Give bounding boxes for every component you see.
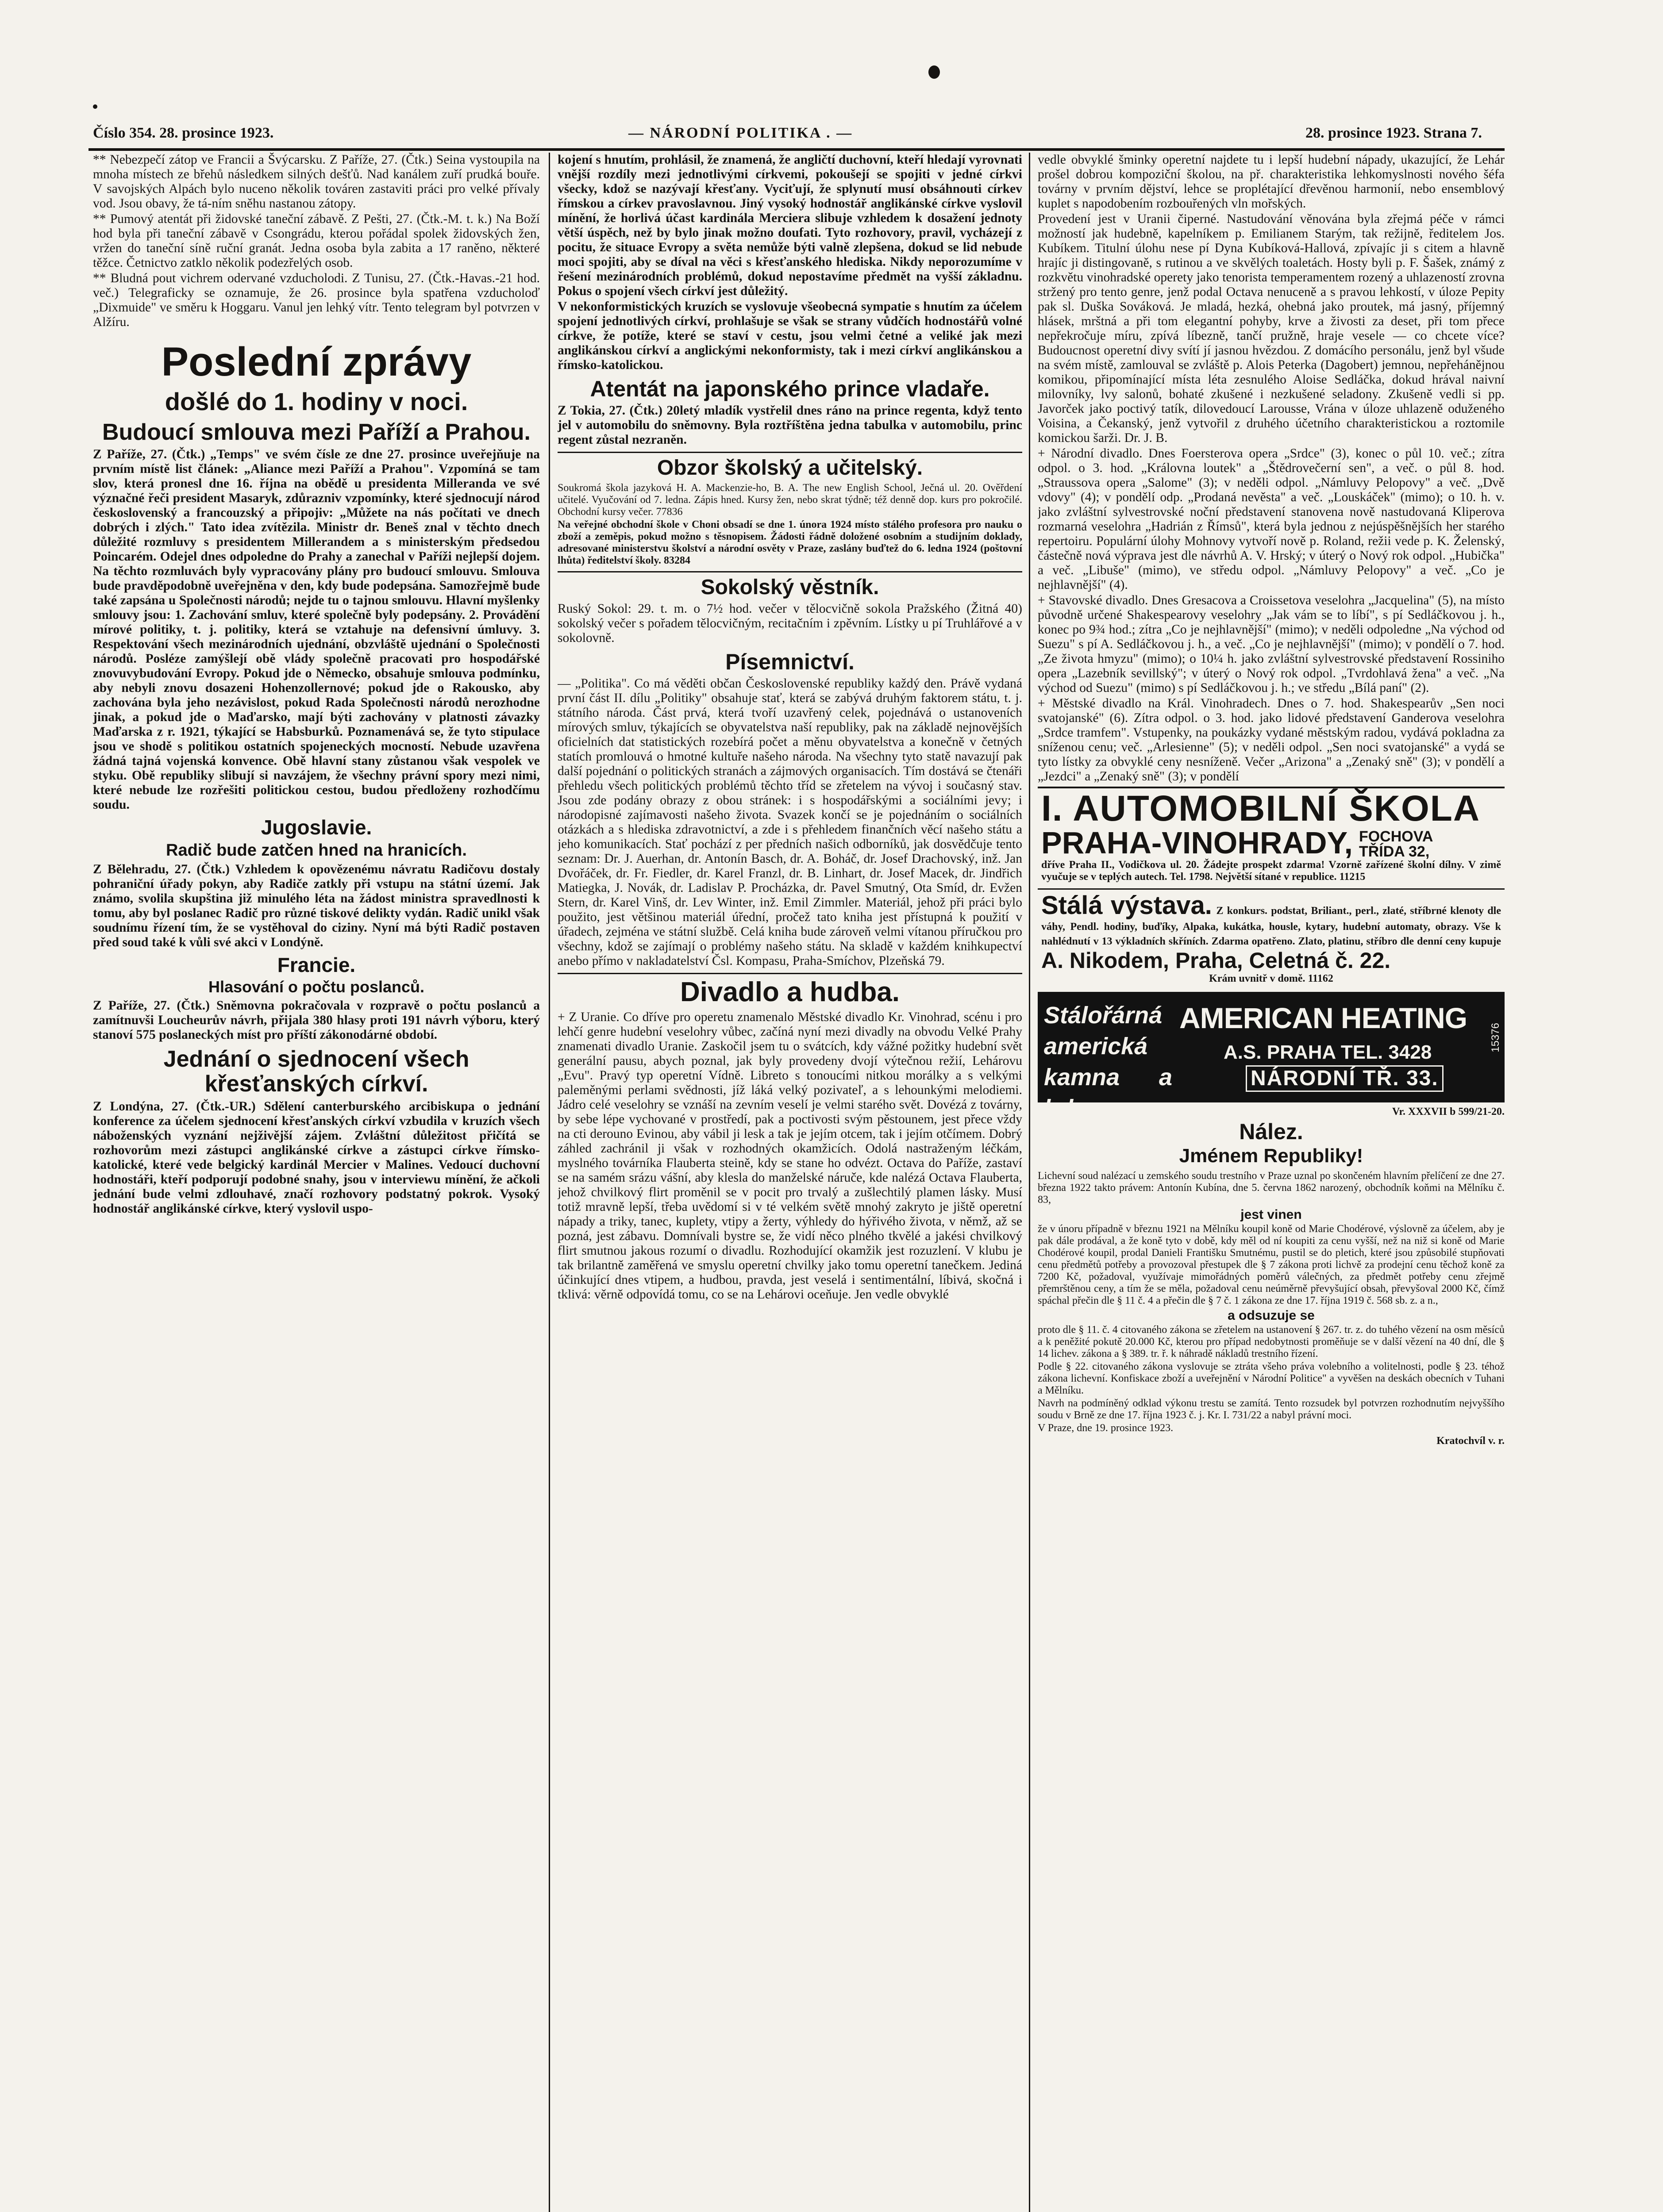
header-rule (89, 148, 1505, 151)
ad-automobile-title: I. AUTOMOBILNÍ ŠKOLA (1041, 788, 1481, 829)
column-divider (1029, 153, 1030, 2212)
article-politika-book: — „Politika". Co má věděti občan Československé republiky každý den. Právě vydaná první část II. dílu „Politiky" obsahuje stať, která se zabývá druhým faktorem státu, t. j. státního národa. Část prvá, která tvoří uzavřený celek, pojednává o ustanoveních mírových smluv, týkajících se obyvatelstva naší republiky, pak na základě nejnovějších oficielních dat statistických rozebírá počet a měnu obyvatelstva a konečně v četných statích promlouvá o hmotné kultuře našeho národa. Na všechny tyto statě navazují pak další pojednání o politických stranách a zájmových organisacích. Tím dostává se čtenáři přehledu všech politických problémů těchto tříd se zřetelem na vývoj i současný stav. Jsou zde podány obrazy z obou stránek: i s hospodářskými a sociálními jevy; i národopisné zajímavosti našeho života. Svazek končí se je pojednáním o sociálních otázkách a s hlediska zdravotnictví, a zde i s přehledem finančních věcí našeho státu a jeho komunikacích. Stať pochází z per předních našich odborníků, jak dosvědčuje tento seznam: Dr. J. Auerhan, dr. Antonín Basch, dr. A. Boháč, dr. Josef Drachovský, inž. Jan Dvořáček, dr. Fr. Fiedler, dr. Karel Franzl, dr. B. Linhart, dr. Josef Macek, dr. Jindřich Matiegka, J. Novák, dr. Ladislav P. Procházka, dr. Pavel Smutný, Ota Smíd, dr. Evžen Stern, dr. Karel Vinš, dr. Lev Winter, inž. Emil Zimmler. Materiál, jehož při práci bylo použito, jest většinou materiál úřední, pročež tato kniha jest přístupná k použití v úřadech, zejména ve státní službě. Celá kniha bude zároveň velmi vítanou příručkou pro všechny, kdož se zajímají o problémy našeho státu. Na skladě v každém knihkupectví anebo přímo v nakladatelství Čsl. Kompasu, Praha-Smíchov, Plzeňská 79. (558, 676, 1022, 968)
ad-heating-brand: AMERICAN HEATING (1179, 1002, 1467, 1034)
ad-english-school: Soukromá škola jazyková H. A. Mackenzie-ho, B. A. The new English School, Ječná ul. 20. Ověřdení učitelé. Vyučování od 7. ledna. Zápis hned. Kursy žen, nebo skrat týdně; též denně dop. kurs pro pokročilé. Obchodní kursy večer. 77836 (558, 482, 1022, 518)
verdict-reference: Vr. XXXVII b 599/21-20. (1392, 1106, 1505, 1118)
section-subtitle-latest-news: došlé do 1. hodiny v noci. (165, 388, 468, 416)
section-title-latest-news: Poslední zprávy (161, 339, 472, 384)
ad-nikodem-footer: Krám uvnitř v domě. 11162 (1209, 973, 1333, 984)
headline-paris-prague: Budoucí smlouva mezi Paříží a Prahou. (102, 419, 531, 445)
article-churches-cont: kojení s hnutím, prohlásil, že znamená, že angličtí duchovní, kteří hledají vyrovnati vnější rozdíly mezi jednotlivými církvemi, pokoušejí se spojiti v jedné církvi všecky, kdož se nazývají křesťany. Vyciťují, že splynutí musí obsáhnouti církev římskou a církev pravoslavnou. Jiný vysoký hodnostář anglikánské církve vyslovil mínění, že horlivá účast kardinála Merciera slibuje vzhledem k dosažení jednoty větší úspěch, než by bylo jinak možno doufati. Tyto rozhovory, pravil, vycházejí z pocitu, že situace Evropy a světa nemůže býti valně zlepšena, dokud se lid nebude moci spojiti, aby se díval na věci s křesťanského hlediska. Nikdy neporozumíme v řešení mezinárodních problémů, dokud nepostavíme předmět na vyšší základnu. Pokus o spojení všech církví jest důležitý. (558, 153, 1022, 298)
ad-automobile-city: PRAHA-VINOHRADY, (1041, 826, 1353, 860)
subheadline-radic: Radič bude zatčen hned na hranicích. (166, 841, 467, 860)
program-national-theatre: + Národní divadlo. Dnes Foersterova opera „Srdce" (3), konec o půl 10. več.; zítra odpol. o 3. hod. „Královna loutek" a „Štědrovečerní sen", a več. o půl 8. hod. „Straussova opera „Salome" (3); v neděli odpol. „Námluvy Pelopovy" a več. „Dvě vdovy" (4); v pondělí odp. „Prodaná nevěsta" a več. „Louskáček" (mimo); o 10. h. v. jako zvláštní sylvestrovské noční představení stanovena nově nastudovaná Kliperova rozmarná veselohra „Hadrián z Římsů", která byla jednou z nejúspěšnějších her starého repertoiru. Populární úlohy Mohnovy vytvoří nově p. Roland, režii vede p. K. Želenský, částečně nová výprava jest dle návrhů A. V. Hrský; v úterý o Nový rok odpol. „Hubička" a več. „Libuše" (mimo), ve středu odpol. „Námluvy Pelopovy" a več. „Co je nejhlavnější" (4). (1038, 446, 1505, 592)
verdict-sentence: proto dle § 11. č. 4 citovaného zákona se zřetelem na ustanovení § 267. tr. z. do tuhého vězení na osm měsíců a k peněžité pokutě 20.000 Kč, kterou pro případ nedobytnosti proměňuje se v další vězení na 40 dní, dle § 14 lichev. zákona a § 389. tr. ř. k náhradě nákladů trestního řízení. (1038, 1324, 1505, 1359)
verdict-date: V Praze, dne 19. prosince 1923. (1038, 1422, 1174, 1434)
article-churches: Z Londýna, 27. (Čtk.-UR.) Sdělení canterburského arcibiskupa o jednání konference za účelem sjednocení křesťanských církví vzbudila v kruzích všech náboženských vyznání nejživější zájem. Zvláštní důležitost přičítá se rozhovorům mezi zástupci anglikánské církve a zástupci církve římsko-katolické, které vede belgický kardinál Mercier v Malines. Vedoucí duchovní hodnostáři, kteří podporují podobné snahy, jsou v interviewu mínění, že ačkoli jednání bude velmi zdlouhavé, značí rozhovory podstatný pokrok. Vysoký hodnostář anglikánské církve, který vyslovil uspo- (93, 1099, 540, 1216)
verdict-intro: Lichevní soud nalézací u zemského soudu trestního v Praze uznal po skončeném hlavním přelíčení ze dne 27. března 1922 takto právem: Antonín Kubína, dne 5. června 1862 narozený, obchodník koňmi na Mělníku č. 83, (1038, 1170, 1505, 1206)
verdict-guilty: jest vinen (1240, 1207, 1302, 1222)
column-divider (549, 153, 550, 2212)
header-left: Číslo 354. 28. prosince 1923. (93, 125, 274, 141)
ink-dot (928, 65, 940, 79)
article-urania-cont: vedle obvyklé šminky operetní najdete tu i lepší hudební nápady, ukazující, že Lehár prošel dobrou kompoziční školou, na př. charakteristika lehkomyslnosti nového šéfa továrny v prvním dějství, lehce se proplétající dřevěnou harmonií, nebo ensemblový kuplet s napodobením rozbouřených vln mořských. (1038, 153, 1505, 211)
subheadline-deputies: Hlasování o počtu poslanců. (208, 978, 425, 996)
ad-automobile-text: dříve Praha II., Vodičkova ul. 20. Žádejte prospekt zdarma! Vzorně zařízené školní dílny. V zimě vyučuje se v teplých autech. Tel. 1798. Největší sítané v republice. 11215 (1041, 859, 1501, 883)
ad-heating-street: NÁRODNÍ TŘ. 33. (1246, 1065, 1444, 1092)
header-right: 28. prosince 1923. Strana 7. (1305, 125, 1482, 141)
ad-heating-slogan: Stálořárná americká kamna a krby. (1044, 1002, 1172, 1121)
ad-nikodem-text: Z konkurs. podstat, Briliant., perl., zlaté, stříbrné klenoty dle váhy, Pendl. hodiny, buďíky, Alpaka, kukátka, housle, kytary, hudební automaty, obrazy. Vše k nahlédnutí v 13 výkladních skříních. Zdarma opatřeno. Zlato, platinu, stříbro dle denní ceny kupuje (1041, 905, 1501, 947)
verdict-appeal: Navrh na podmíněný odklad výkonu trestu se zamítá. Tento rozsudek byl potvrzen rozhodnutím nejvyššího soudu v Brně ze dne 17. října 1923 č. j. Kr. I. 731/22 a nabyl právní moci. (1038, 1397, 1505, 1421)
verdict-signature: Kratochvíl v. r. (1436, 1435, 1505, 1447)
news-item-floods: ** Nebezpečí zátop ve Francii a Švýcarsku. Z Paříže, 27. (Čtk.) Seina vystoupila na mnoha místech ze břehů následkem silných dešťů. Nad kanálem zuří prudká bouře. V savojských Alpách bylo nuceno několik továren zastaviti práci pro velké přívaly vod. Jsou obavy, že tá-ním sněhu nastanou zátopy. (93, 153, 540, 211)
ad-heating-address: A.S. PRAHA TEL. 3428 (1224, 1041, 1432, 1063)
ad-nikodem-name: A. Nikodem, Praha, Celetná č. 22. (1041, 948, 1391, 973)
ad-automobile-street: FOCHOVA TŘÍDA 32, (1359, 828, 1433, 860)
article-japan: Z Tokia, 27. (Čtk.) 20letý mladík vystřelil dnes ráno na prince regenta, když tento jel v automobilu do sněmovny. Byla roztříštěna jedna tabulka v automobilu, princ regent zůstal nezraněn. (558, 403, 1022, 447)
program-estates-theatre: + Stavovské divadlo. Dnes Gresacova a Croissetova veselohra „Jacquelina" (5), na místo původně určené Shakespearovy veselohry „Jak vám se to líbí", s pí Sedláčkovou j. h., konec po 9¾ hod.; zítra „Co je nejhlavnější" (mimo); v neděli odpoledne „Na východ od Suezu" s pí A. Sedláčkovou j. h., a več. „Co je nejhlavnější" (mimo); v pondělí o 7. hod. „Ze života hmyzu" (mimo); o 10¼ h. jako zvláštní sylvestrovské představení Rossiniho opera „Lazebník sevillský"; v úterý o Nový rok odpol. „Tvrdohlavá žena" a več. „Na východ od Suezu" (mimo) s pí Sedláčkovou j. h.; ve středu „Bílá paní" (2). (1038, 593, 1505, 695)
headline-churches: Jednání o sjednocení všech křesťanských církví. (163, 1046, 470, 1097)
column-3 (1038, 153, 1505, 2212)
notice-business-school: Na veřejné obchodní škole v Choni obsadí se dne 1. února 1924 místo stálého profesora pro nauku o zboží a zeměpis, pokud možno s těsnopisem. Žádosti řádně doložené osobním a studijním doklady, adresované ministerstvu školství a národní osvěty v Praze, zaslány buďtež do 6. ledna 1924 (poštovní lhůta) ředitelství školy. 83284 (558, 518, 1022, 566)
headline-sokol: Sokolský věstník. (558, 571, 1022, 599)
news-item-bomb: ** Pumový atentát při židovské taneční zábavě. Z Pešti, 27. (Čtk.-M. t. k.) Na Boží hod byla při taneční zábavě v Csongrádu, kterou pořádal spolek židovských žen, vržen do taneční síně ruční granát. Jedna osoba byla zabita a 17 raněno, některé těžce. Četnictvo zatklo několik podezřelých osob. (93, 212, 540, 270)
article-radic: Z Bělehradu, 27. (Čtk.) Vzhledem k opovězenému návratu Radičovu dostaly pohraniční úřady pokyn, aby Radiče zatkly při vstupu na státní území. Jak známo, svolila skupština již minulého léta na žádost ministra spravedlnosti k tomu, aby byl poslanec Radič pro různé tiskové delikty vydán. Radič unikl však soudnímu řízení tím, že se vystěhoval do ciziny. Nyní má býti Radič postaven před soud také k vůli své akci v Londýně. (93, 862, 540, 949)
verdict-subtitle: Jménem Republiky! (1179, 1145, 1363, 1167)
header-center: — NÁRODNÍ POLITIKA . — (628, 125, 853, 141)
headline-yugoslavia: Jugoslavie. (261, 815, 372, 839)
verdict-title: Nález. (1239, 1119, 1303, 1144)
program-vinohrady-theatre: + Městské divadlo na Král. Vinohradech. Dnes o 7. hod. Shakespearův „Sen noci svatojanské" (6). Zítra odpol. o 3. hod. jako lidové představení Ganderova veselohra „Srdce tramfem". Vstupenky, na poukázky vydané městským radou, vydává pokladna za sníženou cenu; več. „Arlesienne" (5); v neděli odpol. „Sen noci svatojanské" a vydá se tyto lístky za obvyklé ceny nesníženě. Večer „Arizona" a „Zenaký sně" (3); v pondělí a „Jezdci" a „Zenaký sně" (3); v pondělí (1038, 696, 1505, 783)
article-urania: + Z Uranie. Co dříve pro operetu znamenalo Městské divadlo Kr. Vinohrad, scénu i pro lehčí genre hudební veselohry vůbec, začíná nyní mezi divadly na obvodu Velké Prahy znamenati divadlo Uranie. Zaskočil jsem tu o svátcích, kdy vážné požitky hudební svět generální pausu, abych poznal, jak byly provedeny dvojí výtečnou režií, Lehárovu „Evu". Pravý typ operetní Vídně. Libreto s tonoucími nitkou morálky a s velkými paleměnými perlami svědnosti, jíž láká velký pozivateľ, a s lehounkými melodiemi. Jádro celé veselohry se vznáší na zevním veselí je velmi starého svět. Dovézá z továrny, by sebe lépe vychované v prostředí, pak a poctivosti svým pěstounem, jest přece vždy na cti derouno Evinou, aby vábil ji lesk a tak je jejím otcem, tak i jejím otčímem. Dobrý záhled zachránil ji však v rozhodných okamžicích. Odolá nastraženým léčkám, myslného továrníka Flauberta steině, kdy se stane ho odvézt. Octava do Paříže, zastaví se na samém srázu vášní, aby klesla do manželské náruče, kde nalézá Octava Flauberta, jehož chvilkový flirt proměnil se v pocit pro trvalý a zušlechtilý plamen lásky. Musí totiž mravně lepší, třeba uvědomí si v té velkém světě mnohý zakryto je jiště operetní nápady a triky, tanec, kuplety, vtipy a žerty, výhledy do hýřivého života, v němž, až se pozná, jest zábavu. Domnívali bystre se, že vidí něco plného tkvělé a jakési chvilkový flirt smutnou jakous rozumí o divadlu. Rozhodující okamžik jest rozuzlení. V klubu je tak brilantně zaměřená ve smyslu operetní chvilky jako tomu operetní tanečkem. Jediná účinkující dnes vtipem, a hudbou, pravda, jest veselá i sentimentální, líbivá, skočná i tklivá: věrně odpovídá tomu, co se na Lehárovi oceňuje. Jen vedle obvyklé (558, 1010, 1022, 1302)
article-sokol: Ruský Sokol: 29. t. m. o 7½ hod. večer v tělocvičně sokola Pražského (Žitná 40) sokolský večer s pořadem tělocvičným, recitačním i zpěvním. Lístky u pí Truhlářové a v sokolovně. (558, 601, 1022, 645)
ad-heating-number: 15376 (1490, 1023, 1501, 1052)
verdict-sentence-heading: a odsuzuje se (1228, 1308, 1315, 1323)
headline-schools: Obzor školský a učitelský. (558, 452, 1022, 480)
headline-france: Francie. (277, 953, 356, 976)
headline-theatre: Divadlo a hudba. (558, 973, 1022, 1007)
verdict-loss-of-rights: Podle § 22. citovaného zákona vyslovuje se ztráta všeho práva volebního a volitelnosti, podle § 23. téhož zákona lichevní. Konfiskace zboží a uveřejnění v Národní Politice" a vyvěšen na deskách obecních v Tuhani a Mělníku. (1038, 1360, 1505, 1396)
article-nonconformists: V nekonformistických kruzích se vyslovuje všeobecná sympatie s hnutím za účelem spojení jednotlivých církví, prohlašuje se však se strany vůdčích hodnostářů volné církve, že potíže, které se staví v cestu, jsou velmi četné a veliké jak mezi anglikánskou církví a anglickými nekonformisty, tak i mezi církví anglikánskou a římsko-katolickou. (558, 300, 1022, 372)
article-urania-review: Provedení jest v Uranii čiperné. Nastudování věnována byla zřejmá péče v rámci možností jak hudebně, kapelníkem p. Emilianem Starým, tak režijně, ředitelem Jos. Kubíkem. Titulní úlohu nese pí Dyna Kubíková-Hallová, zpívajíc ji s citem a hlavně hrajíc ji distingovaně, s rutinou a ve skvělých toaletách. Hosty byli p. F. Šašek, známý z rozkvětu vinohradské operety jako tenorista temperamentem rozený a uhlazeností zrovna stržený pro tento genre, jenž podal Octava nenuceně a s pravou lehkostí, v úloze Pepity pak sl. Duška Sováková. Je mladá, hezká, ohebná jako proutek, má jasný, příjemný hlásek, mrštná a při tom elegantní pohyby, krve a živosti za deset, při tom přece nepřekročuje míru, zpívá líbezně, tančí pružně, hraje vesele — co chcete více? Budoucnost operetní divy svítí jí jasnou hvězdou. Z domácího personálu, jenž byl všude na svém místě, zamlouval se zvláště p. Alois Peterka (Dagobert) jemnou, nepřehánějnou komikou, připomínající místa léta zesnulého Aloise Sedláčka, dokud hrával naivní milovníky, lvy salonů, bohaté zkušené i nezkušené seladony. Zkušeně vedli si pp. Javorček jako poctivý tatík, dilovedoucí Larousse, Vrána v úloze uhlazeně oduženého Voisina, a Čekanský, jenž vytvořil z druhého účetního charakteristickou a roztomile komickou šarži. Dr. J. B. (1038, 212, 1505, 445)
ink-dot (93, 104, 97, 109)
news-item-airship: ** Bludná pout vichrem odervané vzducholodi. Z Tunisu, 27. (Čtk.-Havas.-21 hod. več.) Telegraficky se oznamuje, že 26. prosince byla spatřena vzducholoď „Dixmuide" ve směru k Hoggaru. Vanul jen lehký vítr. Tento telegram byl potvrzen v Alžíru. (93, 271, 540, 329)
article-france: Z Paříže, 27. (Čtk.) Sněmovna pokračovala v rozpravě o počtu poslanců a zamítnuvši Loucheurův návrh, přijala 380 hlasy proti 191 návrh výboru, který stanoví 575 poslaneckých míst pro příští zákonodárné období. (93, 998, 540, 1042)
column-1 (93, 153, 540, 2212)
article-paris-prague: Z Paříže, 27. (Čtk.) „Temps" ve svém čísle ze dne 27. prosince uveřejňuje na prvním místě list článek: „Aliance mezi Paříží a Prahou". Vzpomíná se tam slov, která pronesl dne 16. října na obědě u presidenta Milleranda ve své význačné řeči president Masaryk, zdůrazniv vzpomínky, které sjednocují národ československý a francouzský a připojiv: „Můžete na nás počítati ve dnech dobrých i zlých." Tato idea zvítězila. Ministr dr. Beneš znal v těchto dnech důležité rozmluvy s presidentem Millerandem a s ministerským předsedou Poincarém. Odejel dnes odpoledne do Prahy a zanechal v Paříži nejlepší dojem. Na těchto rozmluvách byly vypracovány plány pro budoucí smlouvu. Smlouva bude pravděpodobně uveřejněna v den, kdy bude podepsána. Samozřejmě bude také zapsána u Společnosti národů; nejde tu o tajnou smlouvu. Hlavní myšlenky smlouvy jsou: 1. Zachování smluv, které společně byly podepsány. 2. Provádění mírové politiky, t. j. politiky, která se vztahuje na defensivní úmluvy. 3. Respektování všech mezinárodních ujednání, obzvláště ujednání o Společnosti národů. Posléze zamýšlejí obě vlády společně pracovati pro hospodářské znovuvybudování Evropy. Pokud jde o Německo, obsahuje smlouva podmínku, aby nebyli znovu dosazeni Hohenzollernové; pokud jde o Rakousko, aby zachována byla jeho nezávislost, pokud Rada Společnosti národů nerozhodne jinak, a pokud jde o Maďarsko, mají býti zachovány v platnosti závazky Maďarska z r. 1921, týkající se Habsburků. Poznamenává se, že tyto stipulace jsou ve shodě s politikou ostatních spojeneckých mocností. Nebude uzavřena žádná tajná vojenská konvence. Obě hlavní stany zůstanou však vespolek ve styku. Obě republiky slibují si navzájem, že všechny právní spory mezi nimi, které nebude lze rozřešiti politickou cestou, budou předloženy rozhodčímu soudu. (93, 447, 540, 812)
column-2 (558, 153, 1022, 2212)
ad-nikodem-title: Stálá výstava. (1041, 891, 1212, 920)
ad-automobile-school (1038, 787, 1505, 886)
headline-japan: Atentát na japonského prince vladaře. (590, 376, 990, 401)
headline-literature: Písemnictví. (725, 649, 855, 674)
ad-nikodem (1038, 888, 1505, 987)
verdict-charges: že v únoru případně v březnu 1921 na Mělníku koupil koně od Marie Chodérové, výslovně za účelem, aby je pak dále prodával, a že koně tyto v době, kdy měl od ní koupiti za cenu vyšší, než na niž si koně od Marie Chodérové koupil, prodal Danieli Františku Smutnému, pustil se do pletich, které jsou způsobilé stupňovati cenu předmětů potřeby a provozoval přestupek dle § 7 zákona proti lichvě za prodejní cenu těchož koně za 7200 Kč, požadoval, využívaje mimořádných poměrů válečných, za předmět potřeby cenu zřejmě přemrštěnou ceny, a tím že se měla, požadoval cenu neúměrně převyšující obsah, převyšoval 2000 Kč, čímž spáchal přečin dle § 11 č. 4 a přečin dle § 7 č. 1 zákona ze dne 17. října 1919 č. 568 sb. z. a n., (1038, 1223, 1505, 1306)
